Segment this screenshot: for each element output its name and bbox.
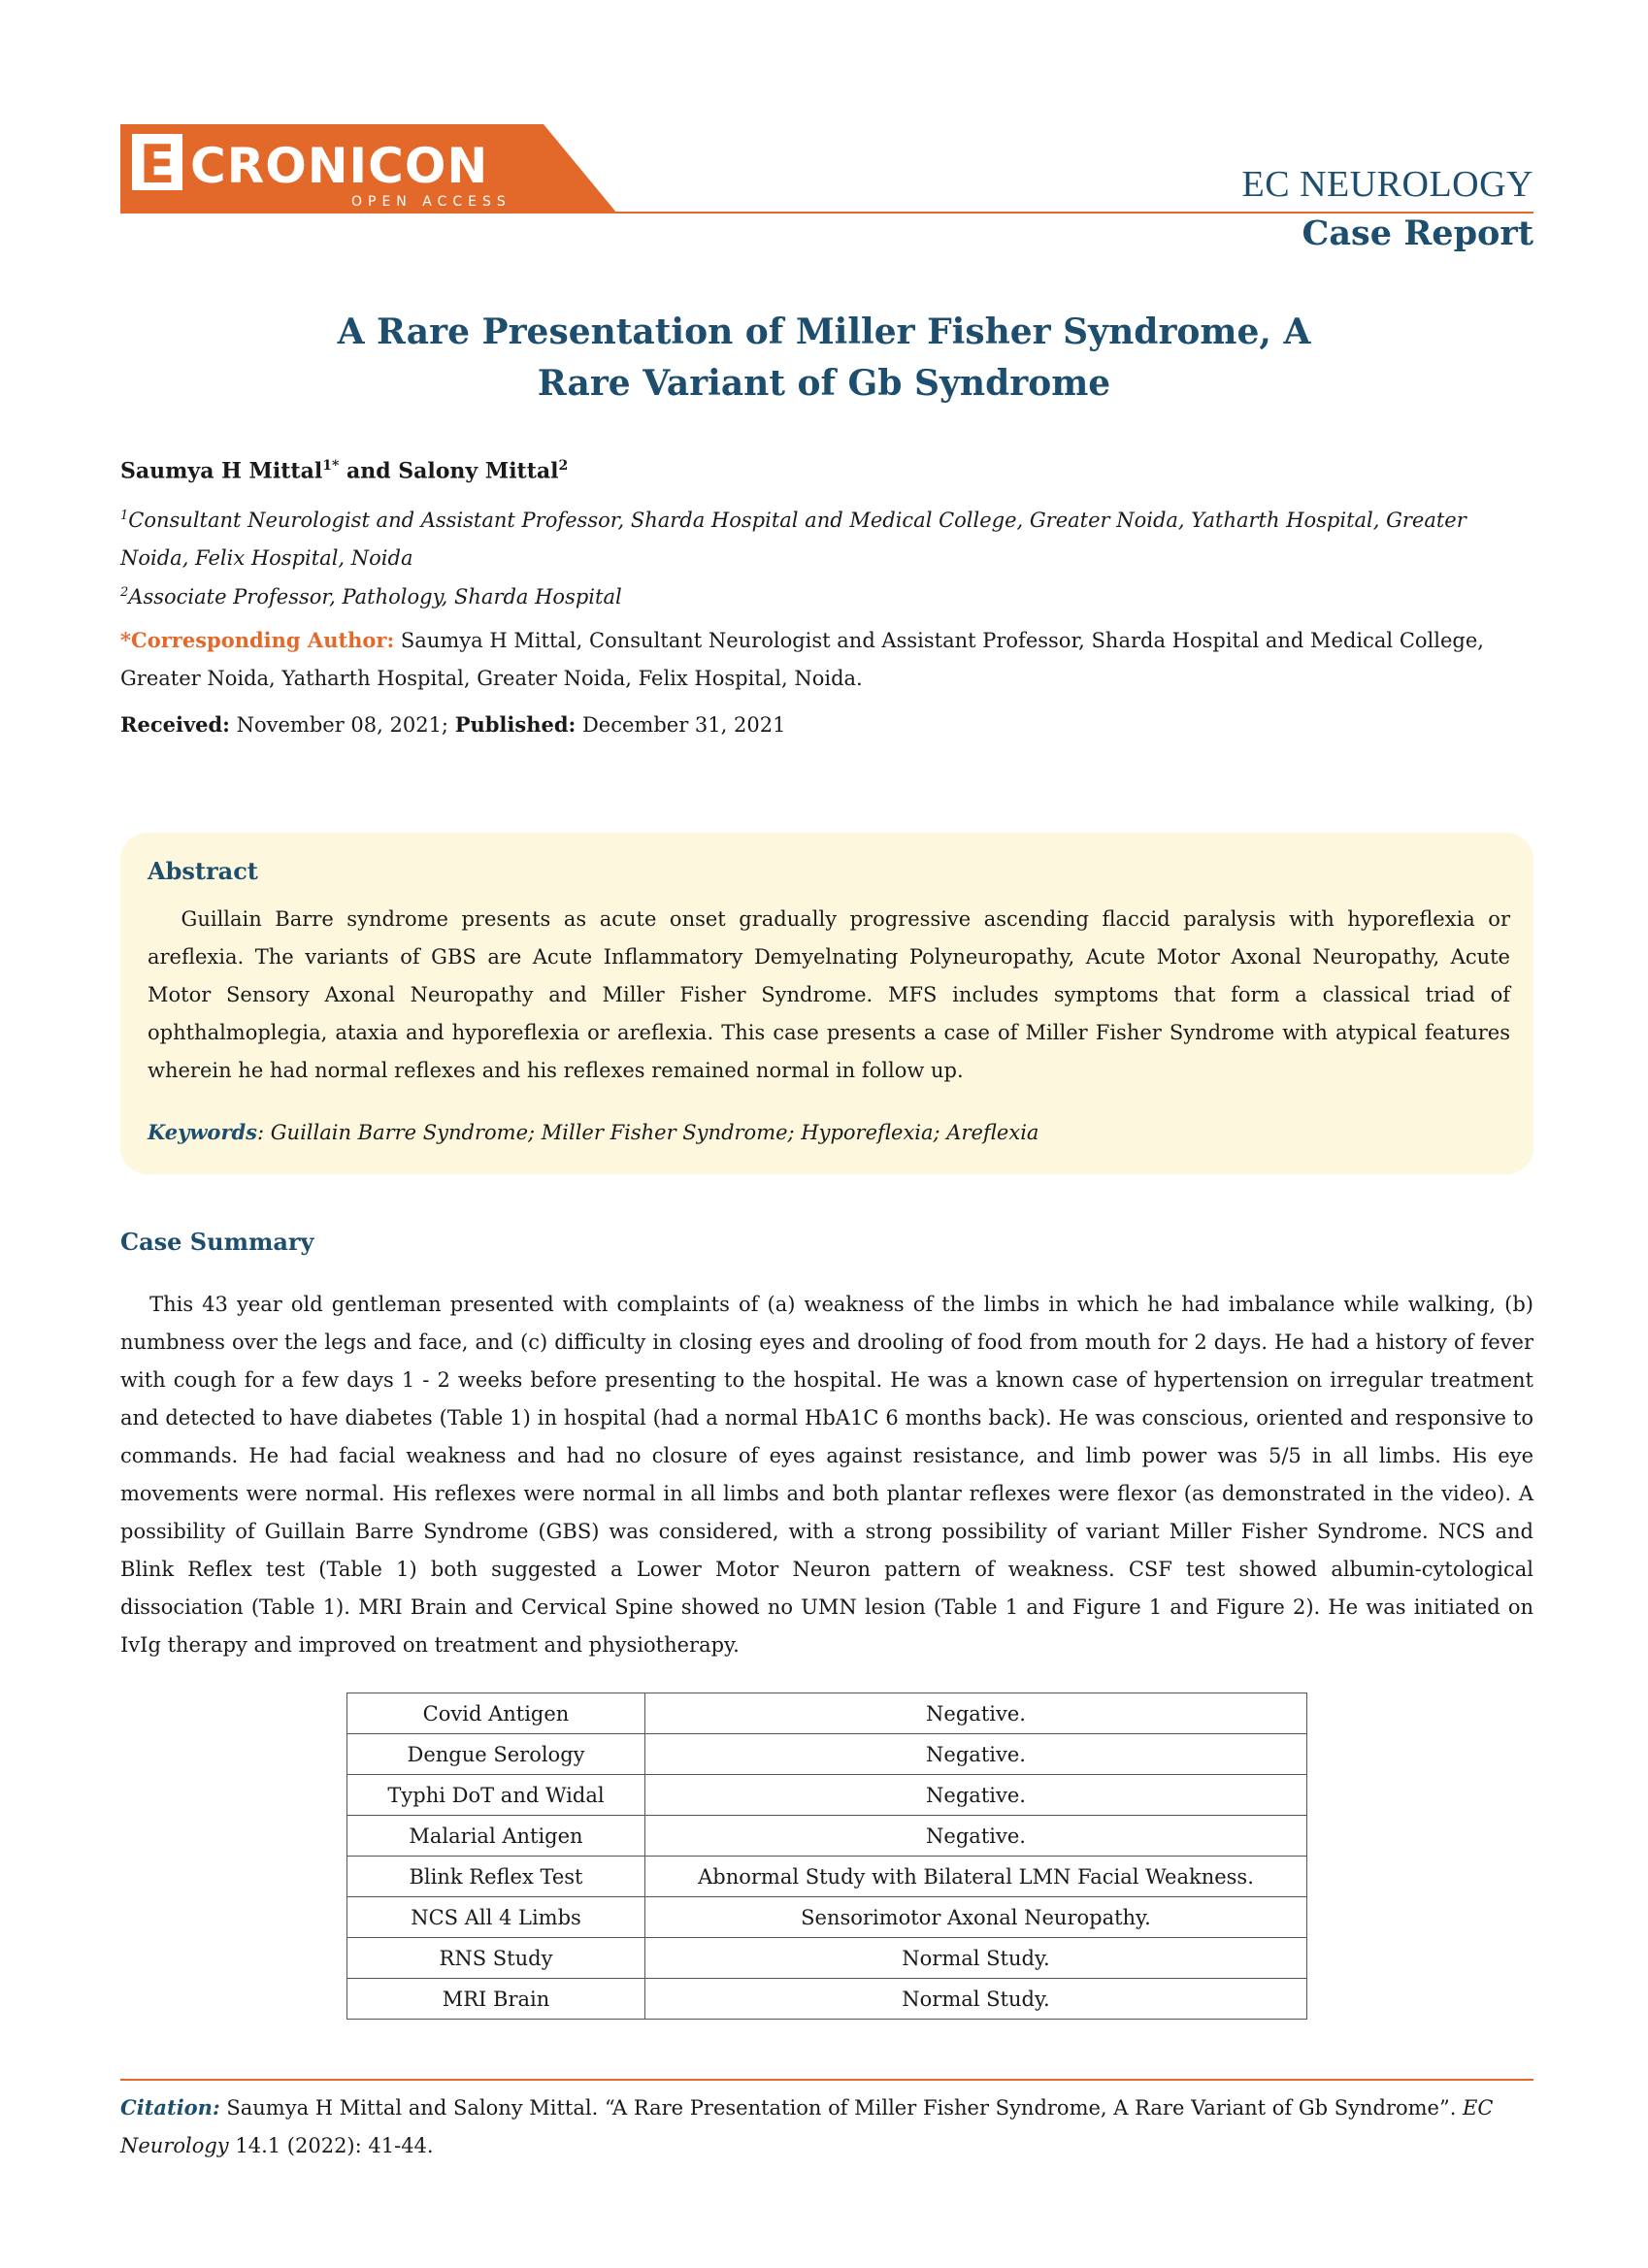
- affiliation-1-sup: 1: [120, 509, 129, 523]
- table-row: [347, 1897, 1307, 1938]
- table-row: [347, 1857, 1307, 1897]
- citation-journal: EC Neurology: [120, 2096, 1494, 2157]
- table-row: [347, 1734, 1307, 1775]
- abstract-body: Guillain Barre syndrome presents as acute onset gradually progressive ascending flaccid paralysis with hyporeflexia or areflexia. The variants of GBS are Acute Inflammatory Demyelnating Polyneuropathy, Acute Motor Axonal Neuropathy, Acute Motor Sensory Axonal Neuropathy and Miller Fisher Syndrome. MFS includes symptoms that form a classical triad of ophthalmoplegia, ataxia and hyporeflexia or areflexia. This case presents a case of Miller Fisher Syndrome with atypical features wherein he had normal reflexes and his reflexes remained normal in follow up.: [148, 907, 1510, 1082]
- table-cell-test: Covid Antigen: [347, 1693, 645, 1734]
- table-cell-test: NCS All 4 Limbs: [347, 1897, 645, 1938]
- table-cell-result: Normal Study.: [645, 1938, 1307, 1979]
- table-cell-test: RNS Study: [347, 1938, 645, 1979]
- table-cell-result: Negative.: [645, 1693, 1307, 1734]
- table-cell-result: Negative.: [645, 1734, 1307, 1775]
- case-summary-heading: Case Summary: [120, 1228, 314, 1256]
- footer-rule: [120, 2079, 1533, 2081]
- keywords-label: Keywords: [148, 1120, 258, 1144]
- corresponding-author: [120, 621, 1533, 698]
- affiliation-1: [120, 497, 1533, 577]
- corresponding-label: *Corresponding Author:: [120, 628, 395, 652]
- journal-name: EC NEUROLOGY: [1241, 164, 1533, 205]
- table-row: [347, 1979, 1307, 2020]
- citation-label: Citation:: [120, 2095, 220, 2120]
- received-label: Received:: [120, 712, 230, 737]
- keywords-list: : Guillain Barre Syndrome; Miller Fisher Syndrome; Hyporeflexia; Areflexia: [257, 1121, 1039, 1144]
- table-row: [347, 1816, 1307, 1857]
- case-summary-body: This 43 year old gentleman presented with complaints of (a) weakness of the limbs in which he had imbalance while walking, (b) numbness over the legs and face, and (c) difficulty in closing eyes and drooling of food from mouth for 2 days. He had a history of fever with cough for a few days 1 - 2 weeks before presenting to the hospital. He was a known case of hypertension on irregular treatment and detected to have diabetes (Table 1) in hospital (had a normal HbA1C 6 months back). He was conscious, oriented and responsive to commands. He had facial weakness and had no closure of eyes against resistance, and limb power was 5/5 in all limbs. His eye movements were normal. His reflexes were normal in all limbs and both plantar reflexes were flexor (as demonstrated in the video). A possibility of Guillain Barre Syndrome (GBS) was considered, with a strong possibility of variant Miller Fisher Syndrome. NCS and Blink Reflex test (Table 1) both suggested a Lower Motor Neuron pattern of weakness. CSF test showed albumin-cytological dissociation (Table 1). MRI Brain and Cervical Spine showed no UMN lesion (Table 1 and Figure 1 and Figure 2). He was initiated on IvIg therapy and improved on treatment and physiotherapy.: [120, 1293, 1533, 1657]
- published-label: Published:: [454, 712, 577, 737]
- author-1-sup: 1*: [322, 458, 340, 474]
- table-cell-test: MRI Brain: [347, 1979, 645, 2020]
- table-cell-test: Malarial Antigen: [347, 1816, 645, 1857]
- case-summary-text: [120, 1286, 1533, 1664]
- table-cell-result: Abnormal Study with Bilateral LMN Facial Weakness.: [645, 1857, 1307, 1897]
- logo-name: CRONICON: [190, 138, 489, 194]
- results-table: [346, 1693, 1307, 2020]
- article-type: Case Report: [1302, 214, 1533, 253]
- author-2-sup: 2: [558, 458, 569, 474]
- table-cell-result: Negative.: [645, 1775, 1307, 1816]
- received-date: November 08, 2021;: [229, 713, 455, 737]
- table-cell-result: Negative.: [645, 1816, 1307, 1857]
- affiliation-1-text: Consultant Neurologist and Assistant Professor, Sharda Hospital and Medical College, Greater Noida, Yatharth Hospital, Greater Noida, Felix Hospital, Noida: [120, 509, 1467, 570]
- keywords: [148, 1120, 1038, 1144]
- article-title: A Rare Presentation of Miller Fisher Syndrome, A Rare Variant of Gb Syndrome: [337, 312, 1311, 404]
- article-dates: [120, 712, 785, 737]
- table-row: [347, 1693, 1307, 1734]
- citation-text: Saumya H Mittal and Salony Mittal. “A Rare Presentation of Miller Fisher Syndrome, A Rare Variant of Gb Syndrome”.: [219, 2096, 1464, 2120]
- author-line: [120, 458, 568, 483]
- table-cell-test: Dengue Serology: [347, 1734, 645, 1775]
- citation-ref: 14.1 (2022): 41-44.: [228, 2134, 434, 2157]
- citation: [120, 2088, 1533, 2165]
- cronicon-logo-icon: [120, 124, 617, 214]
- table-row: [347, 1775, 1307, 1816]
- affiliation-2: [120, 574, 1533, 616]
- table-cell-test: Typhi DoT and Widal: [347, 1775, 645, 1816]
- table-cell-result: Sensorimotor Axonal Neuropathy.: [645, 1897, 1307, 1938]
- table-row: [347, 1938, 1307, 1979]
- author-and: and: [339, 458, 399, 484]
- logo-tagline: OPEN ACCESS: [351, 194, 511, 210]
- affiliation-2-sup: 2: [120, 585, 129, 600]
- publisher-logo: [120, 124, 617, 214]
- table-cell-result: Normal Study.: [645, 1979, 1307, 2020]
- table-cell-test: Blink Reflex Test: [347, 1857, 645, 1897]
- abstract-heading: Abstract: [148, 857, 258, 885]
- author-1: Saumya H Mittal: [120, 458, 323, 484]
- abstract-text: [148, 901, 1510, 1090]
- corresponding-text: Saumya H Mittal, Consultant Neurologist and Assistant Professor, Sharda Hospital and Medical College, Greater Noida, Yatharth Hospital, Greater Noida, Felix Hospital, Noida.: [120, 629, 1484, 690]
- affiliation-2-text: Associate Professor, Pathology, Sharda Hospital: [128, 585, 622, 608]
- author-2: Salony Mittal: [398, 458, 559, 484]
- published-date: December 31, 2021: [576, 713, 786, 737]
- logo-letter: E: [139, 134, 176, 195]
